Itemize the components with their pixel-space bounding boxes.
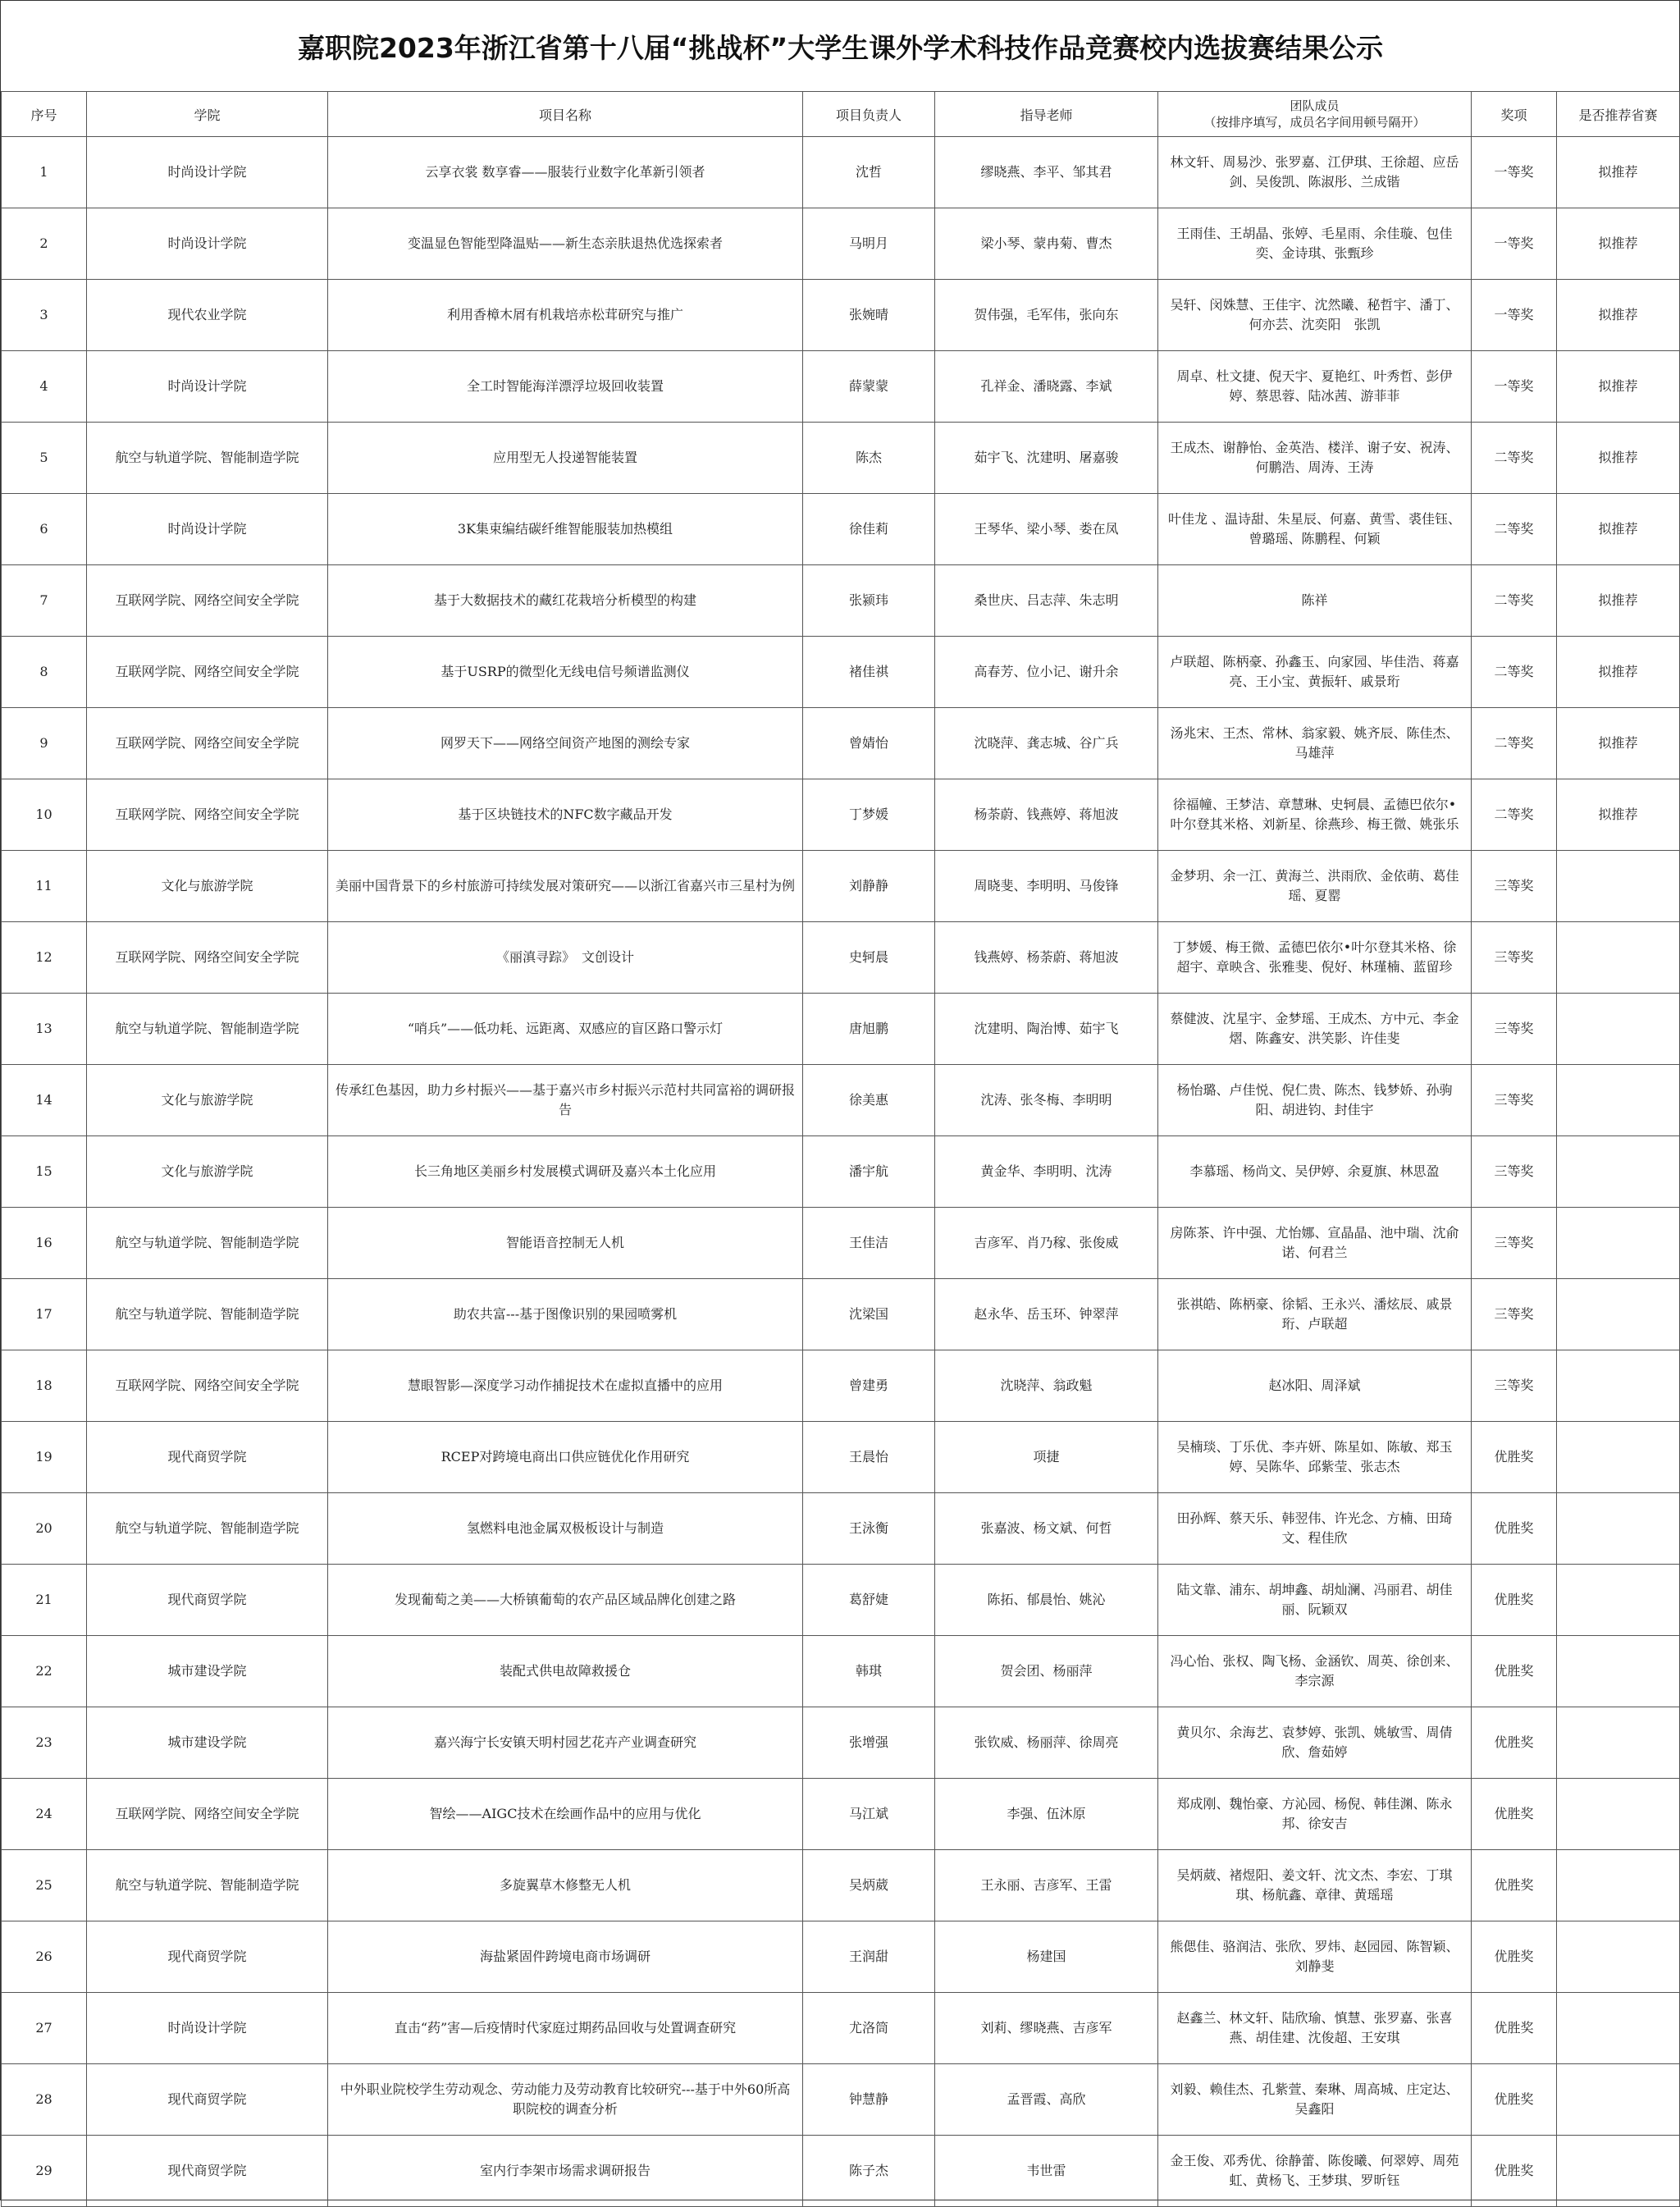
cell-award: 三等奖 [1472, 1136, 1557, 1208]
cell-seq: 25 [2, 1850, 87, 1921]
cell-recommend [1557, 2136, 1680, 2207]
header-leader: 项目负责人 [803, 92, 935, 137]
cell-recommend: 拟推荐 [1557, 779, 1680, 851]
header-project: 项目名称 [328, 92, 803, 137]
cell-project: 《丽滇寻踪》 文创设计 [328, 922, 803, 994]
cell-advisor: 张钦威、杨丽萍、徐周亮 [935, 1707, 1158, 1779]
table-row [2, 1422, 1680, 1493]
cell-recommend [1557, 1707, 1680, 1779]
table-row [2, 351, 1680, 423]
cell-recommend [1557, 1565, 1680, 1636]
cell-award: 三等奖 [1472, 994, 1557, 1065]
table-row [2, 1779, 1680, 1850]
cell-leader: 史轲晨 [803, 922, 935, 994]
cell-recommend [1557, 922, 1680, 994]
cell-college: 现代商贸学院 [87, 1921, 328, 1993]
cell-award: 一等奖 [1472, 208, 1557, 280]
cell-recommend [1557, 851, 1680, 922]
cell-award: 二等奖 [1472, 423, 1557, 494]
table-row [2, 137, 1680, 208]
cell-members: 吴楠琰、丁乐优、李卉妍、陈星如、陈敏、郑玉婷、吴陈华、邱紫莹、张志杰 [1158, 1422, 1472, 1493]
cell-members: 吴轩、闵姝慧、王佳宇、沈然曦、秘哲宇、潘丁、何亦芸、沈奕阳 张凯 [1158, 280, 1472, 351]
table-row [2, 994, 1680, 1065]
cell-project: 氢燃料电池金属双极板设计与制造 [328, 1493, 803, 1565]
cell-college: 互联网学院、网络空间安全学院 [87, 708, 328, 779]
cell-seq: 17 [2, 1279, 87, 1350]
cell-members: 金王俊、邓秀优、徐静蕾、陈俊曦、何翠婷、周苑虹、黄杨飞、王梦琪、罗昕钰 [1158, 2136, 1472, 2207]
cell-leader: 张增强 [803, 1707, 935, 1779]
cell-recommend [1557, 1279, 1680, 1350]
header-members-line2: （按排序填写，成员名字间用顿号隔开） [1203, 115, 1426, 130]
cell-seq: 23 [2, 1707, 87, 1779]
cell-recommend: 拟推荐 [1557, 708, 1680, 779]
cell-seq: 26 [2, 1921, 87, 1993]
header-members-line1: 团队成员 [1290, 98, 1340, 113]
table-row [2, 1493, 1680, 1565]
cell-award: 二等奖 [1472, 637, 1557, 708]
cell-advisor: 贺伟强，毛军伟，张向东 [935, 280, 1158, 351]
cell-recommend [1557, 1636, 1680, 1707]
cell-advisor: 缪晓燕、李平、邹其君 [935, 137, 1158, 208]
header-members [1158, 92, 1472, 137]
cell-leader: 韩琪 [803, 1636, 935, 1707]
cell-award: 一等奖 [1472, 137, 1557, 208]
cell-members: 张祺皓、陈柄豪、徐韬、王永兴、潘炫辰、戚景珩、卢联超 [1158, 1279, 1472, 1350]
cell-members: 叶佳龙 、温诗甜、朱星辰、何嘉、黄雪、裘佳钰、曾璐瑶、陈鹏程、何颖 [1158, 494, 1472, 565]
cell-advisor: 孔祥金、潘晓露、李斌 [935, 351, 1158, 423]
cell-project: 基于区块链技术的NFC数字藏品开发 [328, 779, 803, 851]
cell-recommend [1557, 1850, 1680, 1921]
cell-award: 二等奖 [1472, 779, 1557, 851]
cell-seq: 8 [2, 637, 87, 708]
table-row [2, 922, 1680, 994]
cell-members: 蔡健波、沈星宇、金梦瑶、王成杰、方中元、李金熠、陈鑫安、洪笑影、许佳斐 [1158, 994, 1472, 1065]
cell-project: 3K集束编结碳纤维智能服装加热模组 [328, 494, 803, 565]
cell-recommend: 拟推荐 [1557, 494, 1680, 565]
cell-members: 金梦玥、余一江、黄海兰、洪雨欣、金依萌、葛佳瑶、夏罂 [1158, 851, 1472, 922]
cell-project: 基于大数据技术的藏红花栽培分析模型的构建 [328, 565, 803, 637]
cell-leader: 张婉晴 [803, 280, 935, 351]
cell-members: 黄贝尔、余海艺、袁梦婷、张凯、姚敏雪、周倩欣、詹茹婷 [1158, 1707, 1472, 1779]
cell-leader: 丁梦媛 [803, 779, 935, 851]
cell-seq: 28 [2, 2064, 87, 2136]
cell-advisor: 沈涛、张冬梅、李明明 [935, 1065, 1158, 1136]
cell-advisor: 王琴华、梁小琴、娄在凤 [935, 494, 1158, 565]
cell-leader: 陈杰 [803, 423, 935, 494]
table-row [2, 2064, 1680, 2136]
cell-award: 一等奖 [1472, 351, 1557, 423]
cell-award: 优胜奖 [1472, 1707, 1557, 1779]
cell-recommend [1557, 1493, 1680, 1565]
cell-members: 赵冰阳、周泽斌 [1158, 1350, 1472, 1422]
cell-seq: 13 [2, 994, 87, 1065]
cell-seq: 1 [2, 137, 87, 208]
cell-award: 优胜奖 [1472, 2064, 1557, 2136]
cell-recommend: 拟推荐 [1557, 208, 1680, 280]
cell-members: 吴炳葳、褚煜阳、姜文轩、沈文杰、李宏、丁琪琪、杨航鑫、章律、黄瑶瑶 [1158, 1850, 1472, 1921]
cell-seq: 20 [2, 1493, 87, 1565]
cell-advisor: 张嘉波、杨文斌、何哲 [935, 1493, 1158, 1565]
cell-recommend [1557, 1136, 1680, 1208]
cell-project: 室内行李架市场需求调研报告 [328, 2136, 803, 2207]
table-row [2, 1136, 1680, 1208]
cell-leader: 张颍玮 [803, 565, 935, 637]
cell-members: 周卓、杜文捷、倪天宇、夏艳红、叶秀哲、彭伊婷、蔡思蓉、陆冰茜、游菲菲 [1158, 351, 1472, 423]
cell-seq: 5 [2, 423, 87, 494]
cell-college: 现代农业学院 [87, 280, 328, 351]
cell-award: 优胜奖 [1472, 1779, 1557, 1850]
cell-project: 发现葡萄之美——大桥镇葡萄的农产品区域品牌化创建之路 [328, 1565, 803, 1636]
cell-college: 航空与轨道学院、智能制造学院 [87, 1208, 328, 1279]
cell-advisor: 沈建明、陶治博、茹宇飞 [935, 994, 1158, 1065]
cell-college: 城市建设学院 [87, 1707, 328, 1779]
cell-award: 优胜奖 [1472, 1850, 1557, 1921]
cell-project: 直击“药”害—后疫情时代家庭过期药品回收与处置调查研究 [328, 1993, 803, 2064]
cell-seq: 15 [2, 1136, 87, 1208]
cell-project: 长三角地区美丽乡村发展模式调研及嘉兴本土化应用 [328, 1136, 803, 1208]
table-row [2, 1636, 1680, 1707]
table-row [2, 637, 1680, 708]
cell-advisor: 赵永华、岳玉环、钟翠萍 [935, 1279, 1158, 1350]
cell-members: 王成杰、谢静怡、金英浩、楼洋、谢子安、祝涛、何鹏浩、周涛、王涛 [1158, 423, 1472, 494]
cell-recommend: 拟推荐 [1557, 280, 1680, 351]
cell-advisor: 梁小琴、蒙冉菊、曹杰 [935, 208, 1158, 280]
header-seq: 序号 [2, 92, 87, 137]
cell-college: 互联网学院、网络空间安全学院 [87, 637, 328, 708]
cell-award: 三等奖 [1472, 1065, 1557, 1136]
cell-college: 时尚设计学院 [87, 351, 328, 423]
cell-leader: 褚佳祺 [803, 637, 935, 708]
cell-leader: 马江斌 [803, 1779, 935, 1850]
cell-college: 现代商贸学院 [87, 2064, 328, 2136]
cell-award: 一等奖 [1472, 280, 1557, 351]
cell-advisor: 杨荼蔚、钱燕婷、蒋旭波 [935, 779, 1158, 851]
cell-advisor: 黄金华、李明明、沈涛 [935, 1136, 1158, 1208]
cell-members: 卢联超、陈柄豪、孙鑫玉、向家园、毕佳浩、蒋嘉亮、王小宝、黄振轩、戚景珩 [1158, 637, 1472, 708]
cell-advisor: 钱燕婷、杨荼蔚、蒋旭波 [935, 922, 1158, 994]
cell-advisor: 韦世雷 [935, 2136, 1158, 2207]
cell-members: 陆文靠、浦东、胡坤鑫、胡灿澜、冯丽君、胡佳丽、阮颖双 [1158, 1565, 1472, 1636]
cell-recommend [1557, 1993, 1680, 2064]
cell-leader: 吴炳葳 [803, 1850, 935, 1921]
cell-members: 林文轩、周易沙、张罗嘉、江伊琪、王徐超、应岳剑、吴俊凯、陈淑彤、兰成锴 [1158, 137, 1472, 208]
cell-project: 海盐紧固件跨境电商市场调研 [328, 1921, 803, 1993]
cell-project: 嘉兴海宁长安镇天明村园艺花卉产业调查研究 [328, 1707, 803, 1779]
cell-advisor: 吉彦军、肖乃稼、张俊威 [935, 1208, 1158, 1279]
cell-award: 二等奖 [1472, 565, 1557, 637]
cell-award: 二等奖 [1472, 708, 1557, 779]
cell-leader: 王泳衡 [803, 1493, 935, 1565]
cell-leader: 曾建勇 [803, 1350, 935, 1422]
cell-seq: 11 [2, 851, 87, 922]
cell-project: 智能语音控制无人机 [328, 1208, 803, 1279]
cell-award: 优胜奖 [1472, 1993, 1557, 2064]
cell-college: 文化与旅游学院 [87, 1065, 328, 1136]
cell-seq: 16 [2, 1208, 87, 1279]
cell-members: 冯心怡、张权、陶飞杨、金涵钦、周英、徐创来、李宗源 [1158, 1636, 1472, 1707]
cell-leader: 葛舒婕 [803, 1565, 935, 1636]
cell-college: 文化与旅游学院 [87, 851, 328, 922]
cell-leader: 王晨怡 [803, 1422, 935, 1493]
cell-leader: 王润甜 [803, 1921, 935, 1993]
cell-recommend: 拟推荐 [1557, 423, 1680, 494]
cell-members: 王雨佳、王胡晶、张婷、毛星雨、余佳璇、包佳奕、金诗琪、张甄珍 [1158, 208, 1472, 280]
cell-recommend [1557, 994, 1680, 1065]
cell-leader: 唐旭鹏 [803, 994, 935, 1065]
cell-project: “哨兵”——低功耗、远距离、双感应的盲区路口警示灯 [328, 994, 803, 1065]
cell-advisor: 高春芳、位小记、谢升余 [935, 637, 1158, 708]
cell-college: 时尚设计学院 [87, 137, 328, 208]
table-row [2, 2136, 1680, 2207]
cell-award: 二等奖 [1472, 494, 1557, 565]
cell-project: RCEP对跨境电商出口供应链优化作用研究 [328, 1422, 803, 1493]
cell-project: 云享衣裳 数享睿——服装行业数字化革新引领者 [328, 137, 803, 208]
cell-recommend [1557, 2064, 1680, 2136]
cell-recommend [1557, 1208, 1680, 1279]
cell-advisor: 陈拓、郁晨怡、姚沁 [935, 1565, 1158, 1636]
cell-advisor: 贺会团、杨丽萍 [935, 1636, 1158, 1707]
cell-award: 优胜奖 [1472, 1921, 1557, 1993]
cell-advisor: 李强、伍沐原 [935, 1779, 1158, 1850]
table-row [2, 708, 1680, 779]
cell-members: 李慕瑶、杨尚文、吴伊婷、余夏旗、林思盈 [1158, 1136, 1472, 1208]
cell-seq: 27 [2, 1993, 87, 2064]
cell-advisor: 茹宇飞、沈建明、屠嘉骏 [935, 423, 1158, 494]
cell-award: 优胜奖 [1472, 1493, 1557, 1565]
cell-members: 郑成刚、魏怡豪、方沁园、杨倪、韩佳渊、陈永邦、徐安吉 [1158, 1779, 1472, 1850]
cell-leader: 尤洛筒 [803, 1993, 935, 2064]
table-row [2, 779, 1680, 851]
cell-project: 应用型无人投递智能装置 [328, 423, 803, 494]
cell-seq: 21 [2, 1565, 87, 1636]
results-table [1, 1, 1680, 2207]
cell-project: 智绘——AIGC技术在绘画作品中的应用与优化 [328, 1779, 803, 1850]
cell-leader: 薛蒙蒙 [803, 351, 935, 423]
cell-members: 田孙辉、蔡天乐、韩翌伟、许光念、方楠、田琦文、程佳欣 [1158, 1493, 1472, 1565]
cell-leader: 沈梁国 [803, 1279, 935, 1350]
cell-project: 利用香樟木屑有机栽培赤松茸研究与推广 [328, 280, 803, 351]
cell-leader: 刘静静 [803, 851, 935, 922]
cell-advisor: 杨建国 [935, 1921, 1158, 1993]
cell-recommend [1557, 1921, 1680, 1993]
header-advisor: 指导老师 [935, 92, 1158, 137]
cell-advisor: 王永丽、吉彦军、王雷 [935, 1850, 1158, 1921]
cell-award: 优胜奖 [1472, 2136, 1557, 2207]
table-row [2, 1850, 1680, 1921]
cell-leader: 钟慧静 [803, 2064, 935, 2136]
header-college: 学院 [87, 92, 328, 137]
header-recommend: 是否推荐省赛 [1557, 92, 1680, 137]
cell-advisor: 刘莉、缪晓燕、吉彦军 [935, 1993, 1158, 2064]
cell-seq: 7 [2, 565, 87, 637]
table-row [2, 208, 1680, 280]
cell-college: 现代商贸学院 [87, 2136, 328, 2207]
cell-college: 时尚设计学院 [87, 1993, 328, 2064]
cell-recommend [1557, 1065, 1680, 1136]
cell-project: 装配式供电故障救援仓 [328, 1636, 803, 1707]
cell-leader: 马明月 [803, 208, 935, 280]
cell-college: 航空与轨道学院、智能制造学院 [87, 1493, 328, 1565]
cell-college: 时尚设计学院 [87, 208, 328, 280]
cell-seq: 12 [2, 922, 87, 994]
cell-advisor: 沈晓萍、龚志城、谷广兵 [935, 708, 1158, 779]
cell-leader: 沈哲 [803, 137, 935, 208]
cell-leader: 潘宇航 [803, 1136, 935, 1208]
cell-award: 优胜奖 [1472, 1565, 1557, 1636]
cell-members: 刘毅、赖佳杰、孔紫萱、秦琳、周高城、庄定达、吴鑫阳 [1158, 2064, 1472, 2136]
cell-award: 三等奖 [1472, 922, 1557, 994]
table-row [2, 565, 1680, 637]
cell-college: 城市建设学院 [87, 1636, 328, 1707]
cell-recommend: 拟推荐 [1557, 565, 1680, 637]
cell-advisor: 沈晓萍、翁政魁 [935, 1350, 1158, 1422]
cell-members: 熊偲佳、骆润洁、张欣、罗炜、赵园园、陈智颖、刘静斐 [1158, 1921, 1472, 1993]
table-row [2, 280, 1680, 351]
cell-seq: 3 [2, 280, 87, 351]
cell-advisor: 项捷 [935, 1422, 1158, 1493]
cell-award: 优胜奖 [1472, 1636, 1557, 1707]
cell-seq: 24 [2, 1779, 87, 1850]
cell-advisor: 周晓斐、李明明、马俊锋 [935, 851, 1158, 922]
cell-college: 航空与轨道学院、智能制造学院 [87, 994, 328, 1065]
cell-project: 变温显色智能型降温贴——新生态亲肤退热优选探索者 [328, 208, 803, 280]
cell-college: 航空与轨道学院、智能制造学院 [87, 1850, 328, 1921]
cell-recommend [1557, 1422, 1680, 1493]
table-row [2, 494, 1680, 565]
cell-advisor: 桑世庆、吕志萍、朱志明 [935, 565, 1158, 637]
cell-college: 航空与轨道学院、智能制造学院 [87, 423, 328, 494]
cell-project: 网罗天下——网络空间资产地图的测绘专家 [328, 708, 803, 779]
header-award: 奖项 [1472, 92, 1557, 137]
cell-project: 传承红色基因，助力乡村振兴——基于嘉兴市乡村振兴示范村共同富裕的调研报告 [328, 1065, 803, 1136]
table-row [2, 1921, 1680, 1993]
cell-seq: 6 [2, 494, 87, 565]
cell-project: 多旋翼草木修整无人机 [328, 1850, 803, 1921]
cell-recommend: 拟推荐 [1557, 351, 1680, 423]
cell-college: 互联网学院、网络空间安全学院 [87, 779, 328, 851]
cell-members: 汤兆宋、王杰、常林、翁家毅、姚齐辰、陈佳杰、马雄萍 [1158, 708, 1472, 779]
cell-seq: 9 [2, 708, 87, 779]
cell-members: 杨怡璐、卢佳悦、倪仁贵、陈杰、钱梦娇、孙驹阳、胡进钧、封佳宇 [1158, 1065, 1472, 1136]
cell-seq: 4 [2, 351, 87, 423]
cell-award: 三等奖 [1472, 1208, 1557, 1279]
cell-college: 互联网学院、网络空间安全学院 [87, 565, 328, 637]
cell-college: 现代商贸学院 [87, 1422, 328, 1493]
cell-recommend: 拟推荐 [1557, 637, 1680, 708]
cell-project: 慧眼智影—深度学习动作捕捉技术在虚拟直播中的应用 [328, 1350, 803, 1422]
cell-members: 赵鑫兰、林文轩、陆欣瑜、慎慧、张罗嘉、张喜燕、胡佳建、沈俊超、王安琪 [1158, 1993, 1472, 2064]
header-row [2, 92, 1680, 137]
cell-leader: 徐佳莉 [803, 494, 935, 565]
cell-college: 现代商贸学院 [87, 1565, 328, 1636]
table-row [2, 1065, 1680, 1136]
cell-project: 助农共富---基于图像识别的果园喷雾机 [328, 1279, 803, 1350]
cell-seq: 14 [2, 1065, 87, 1136]
cell-seq: 18 [2, 1350, 87, 1422]
cell-seq: 10 [2, 779, 87, 851]
cell-college: 互联网学院、网络空间安全学院 [87, 922, 328, 994]
cell-project: 基于USRP的微型化无线电信号频谱监测仪 [328, 637, 803, 708]
cell-college: 文化与旅游学院 [87, 1136, 328, 1208]
table-row [2, 1993, 1680, 2064]
cell-leader: 徐美惠 [803, 1065, 935, 1136]
cell-recommend [1557, 1350, 1680, 1422]
cell-college: 时尚设计学院 [87, 494, 328, 565]
cell-project: 美丽中国背景下的乡村旅游可持续发展对策研究——以浙江省嘉兴市三星村为例 [328, 851, 803, 922]
table-row [2, 851, 1680, 922]
cell-college: 航空与轨道学院、智能制造学院 [87, 1279, 328, 1350]
cell-members: 徐福幢、王梦洁、章慧琳、史轲晨、孟德巴依尔•叶尔登其米格、刘新星、徐燕珍、梅王微、姚张乐 [1158, 779, 1472, 851]
cell-seq: 22 [2, 1636, 87, 1707]
page-title: 嘉职院2023年浙江省第十八届“挑战杯”大学生课外学术科技作品竞赛校内选拔赛结果公示 [2, 1, 1680, 92]
cell-award: 三等奖 [1472, 1279, 1557, 1350]
cell-award: 三等奖 [1472, 1350, 1557, 1422]
cell-project: 全工时智能海洋漂浮垃圾回收装置 [328, 351, 803, 423]
cell-recommend: 拟推荐 [1557, 137, 1680, 208]
table-row [2, 1279, 1680, 1350]
table-row [2, 423, 1680, 494]
cell-seq: 29 [2, 2136, 87, 2207]
table-row [2, 1707, 1680, 1779]
cell-leader: 曾婧怡 [803, 708, 935, 779]
cell-members: 丁梦媛、梅王微、孟德巴依尔•叶尔登其米格、徐超宇、章映含、张雅斐、倪好、林瑾楠、蓝留珍 [1158, 922, 1472, 994]
cell-project: 中外职业院校学生劳动观念、劳动能力及劳动教育比较研究---基于中外60所高职院校的调查分析 [328, 2064, 803, 2136]
cell-award: 三等奖 [1472, 851, 1557, 922]
cell-members: 房陈茶、许中强、尤怡娜、宣晶晶、池中瑞、沈俞诺、何君兰 [1158, 1208, 1472, 1279]
cell-advisor: 孟晋霞、高欣 [935, 2064, 1158, 2136]
cell-leader: 王佳洁 [803, 1208, 935, 1279]
cell-college: 互联网学院、网络空间安全学院 [87, 1350, 328, 1422]
table-row [2, 1565, 1680, 1636]
cell-seq: 19 [2, 1422, 87, 1493]
cell-seq: 2 [2, 208, 87, 280]
cell-award: 优胜奖 [1472, 1422, 1557, 1493]
cell-leader: 陈子杰 [803, 2136, 935, 2207]
cell-recommend [1557, 1779, 1680, 1850]
table-row [2, 1208, 1680, 1279]
cell-members: 陈祥 [1158, 565, 1472, 637]
table-row [2, 1350, 1680, 1422]
cell-college: 互联网学院、网络空间安全学院 [87, 1779, 328, 1850]
